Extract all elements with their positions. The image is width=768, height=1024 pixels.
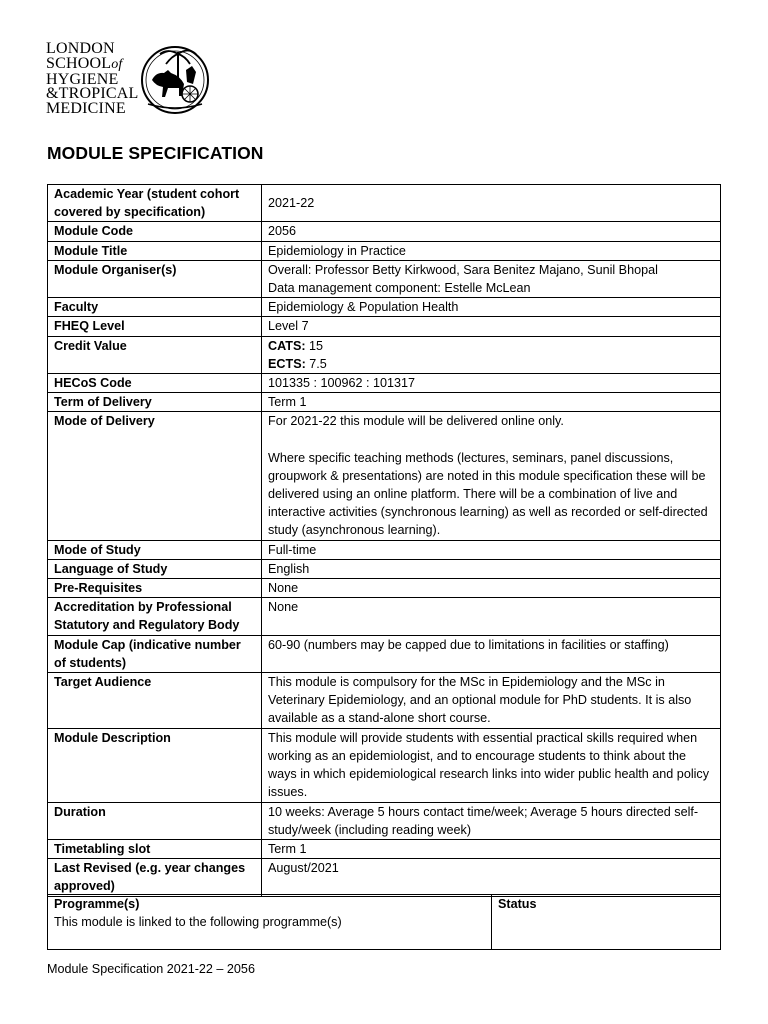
label-duration: Duration [48, 802, 262, 839]
value-duration: 10 weeks: Average 5 hours contact time/week; Average 5 hours directed self-study/week (including reading week) [262, 802, 721, 839]
delivery-paragraph-2: Where specific teaching methods (lectures, seminars, panel discussions, groupwork & presentations) are noted in this module specification these will be delivered using an online platform. There will be a combination of live and interactive activities (synchronous learning) as well as recorded or self-directed study (asynchronous learning). [268, 450, 708, 538]
organisers-data-management: Data management component: Estelle McLean [268, 281, 531, 296]
school-logo [46, 42, 216, 118]
programmes-text: This module is linked to the following programme(s) [54, 915, 342, 930]
page-footer: Module Specification 2021-22 – 2056 [47, 962, 255, 976]
row-organisers [48, 260, 721, 297]
organisers-overall: Overall: Professor Betty Kirkwood, Sara Benitez Majano, Sunil Bhopal [268, 262, 658, 277]
row-mode-of-delivery [48, 412, 721, 540]
value-timetabling-slot: Term 1 [262, 839, 721, 858]
value-module-code: 2056 [262, 222, 721, 241]
module-spec-table [47, 184, 721, 897]
row-credit-value [48, 336, 721, 373]
row-module-title [48, 241, 721, 260]
label-module-description: Module Description [48, 728, 262, 802]
row-language [48, 559, 721, 578]
programmes-table [47, 894, 721, 950]
value-fheq-level: Level 7 [262, 317, 721, 336]
value-language: English [262, 559, 721, 578]
value-accreditation: None [262, 598, 721, 635]
label-faculty: Faculty [48, 298, 262, 317]
row-module-cap [48, 635, 721, 672]
row-hecos-code [48, 374, 721, 393]
value-prerequisites: None [262, 579, 721, 598]
row-last-revised [48, 859, 721, 896]
credit-cats: CATS: 15 [268, 338, 324, 353]
label-module-title: Module Title [48, 241, 262, 260]
row-fheq-level [48, 317, 721, 336]
crest-emblem-icon [138, 42, 212, 116]
value-module-title: Epidemiology in Practice [262, 241, 721, 260]
label-prerequisites: Pre-Requisites [48, 579, 262, 598]
delivery-paragraph-1: For 2021-22 this module will be delivered online only. [268, 414, 564, 429]
value-credit-value [262, 336, 721, 373]
label-term-of-delivery: Term of Delivery [48, 393, 262, 412]
label-mode-of-delivery: Mode of Delivery [48, 412, 262, 540]
label-last-revised: Last Revised (e.g. year changes approved) [48, 859, 262, 896]
logo-wordmark: LONDON SCHOOLof HYGIENE &TROPICAL MEDICINE [46, 40, 139, 118]
row-target-audience [48, 673, 721, 729]
value-hecos-code: 101335 : 100962 : 101317 [262, 374, 721, 393]
credit-ects: ECTS: 7.5 [268, 356, 327, 371]
row-programmes [48, 895, 721, 950]
label-target-audience: Target Audience [48, 673, 262, 729]
programmes-heading: Programme(s) [54, 897, 140, 911]
value-mode-of-delivery [262, 412, 721, 540]
value-term-of-delivery: Term 1 [262, 393, 721, 412]
row-prerequisites [48, 579, 721, 598]
value-target-audience: This module is compulsory for the MSc in Epidemiology and the MSc in Veterinary Epidemiology, and an optional module for PhD students. It is also available as a stand-alone short course. [262, 673, 721, 729]
status-cell [492, 895, 721, 950]
row-duration [48, 802, 721, 839]
row-module-description [48, 728, 721, 802]
document-title: MODULE SPECIFICATION [47, 143, 264, 163]
row-academic-year [48, 185, 721, 222]
status-heading: Status [498, 897, 537, 911]
value-mode-of-study: Full-time [262, 540, 721, 559]
label-module-code: Module Code [48, 222, 262, 241]
row-faculty [48, 298, 721, 317]
value-module-description: This module will provide students with essential practical skills required when working as an epidemiologist, and to encourage students to think about the ways in which epidemiological research links into wider public health and policy issues. [262, 728, 721, 802]
value-academic-year: 2021-22 [262, 185, 721, 222]
label-timetabling-slot: Timetabling slot [48, 839, 262, 858]
value-last-revised: August/2021 [262, 859, 721, 896]
label-language: Language of Study [48, 559, 262, 578]
row-term-of-delivery [48, 393, 721, 412]
value-organisers [262, 260, 721, 297]
row-timetabling-slot [48, 839, 721, 858]
label-organisers: Module Organiser(s) [48, 260, 262, 297]
label-hecos-code: HECoS Code [48, 374, 262, 393]
programmes-cell [48, 895, 492, 950]
label-mode-of-study: Mode of Study [48, 540, 262, 559]
label-academic-year: Academic Year (student cohort covered by specification) [48, 185, 262, 222]
value-faculty: Epidemiology & Population Health [262, 298, 721, 317]
row-accreditation [48, 598, 721, 635]
label-module-cap: Module Cap (indicative number of students) [48, 635, 262, 672]
label-accreditation: Accreditation by Professional Statutory and Regulatory Body [48, 598, 262, 635]
row-module-code [48, 222, 721, 241]
label-fheq-level: FHEQ Level [48, 317, 262, 336]
value-module-cap: 60-90 (numbers may be capped due to limitations in facilities or staffing) [262, 635, 721, 672]
label-credit-value: Credit Value [48, 336, 262, 373]
row-mode-of-study [48, 540, 721, 559]
